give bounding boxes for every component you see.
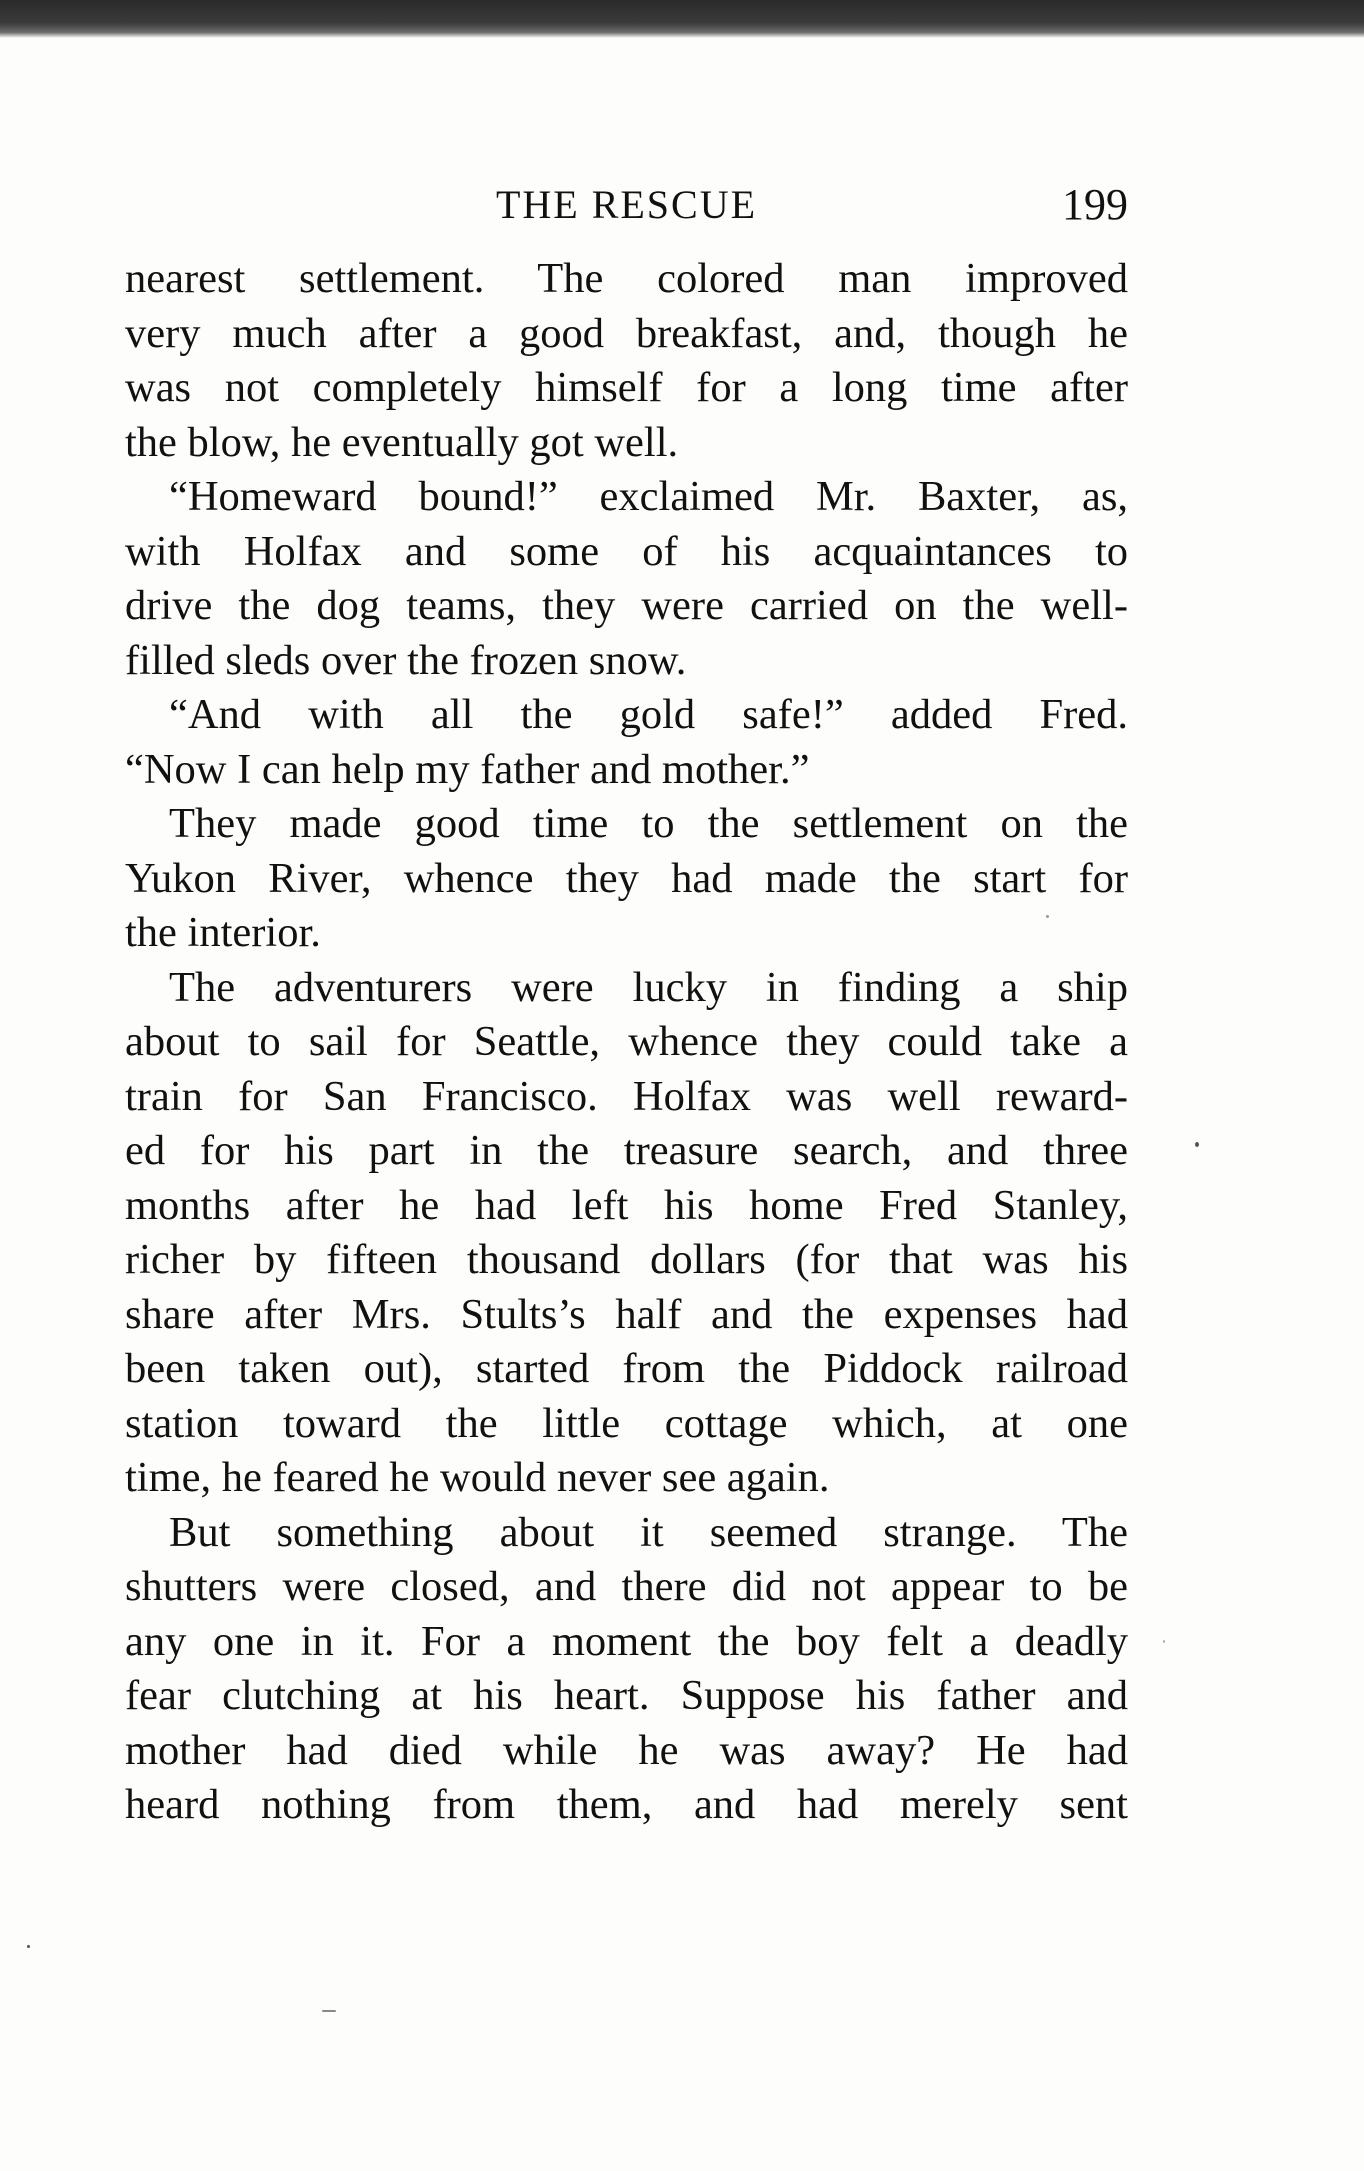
text-line: time, he feared he would never see again. <box>125 1454 830 1501</box>
scan-speck <box>1163 1640 1165 1643</box>
text-line: the interior. <box>125 909 321 956</box>
text-line: ed for his part in the treasure search, and three <box>125 1127 1128 1174</box>
text-line: train for San Francisco. Holfax was well reward- <box>125 1072 1128 1120</box>
text-line: been taken out), started from the Piddock railroad <box>125 1345 1128 1392</box>
text-line: “And with all the gold safe!” added Fred. <box>169 691 1128 738</box>
text-line: The adventurers were lucky in finding a ship <box>169 963 1128 1011</box>
text-line: with Holfax and some of his acquaintances to <box>125 527 1128 575</box>
text-line: any one in it. For a moment the boy felt a deadly <box>125 1617 1128 1665</box>
text-line: about to sail for Seattle, whence they could take a <box>125 1018 1128 1065</box>
text-line: They made good time to the settlement on the <box>169 800 1128 847</box>
text-line: “Homeward bound!” exclaimed Mr. Baxter, as, <box>169 473 1128 520</box>
scan-speck <box>322 2010 336 2012</box>
text-line: fear clutching at his heart. Suppose his father and <box>125 1672 1128 1719</box>
body-text <box>125 252 1128 1833</box>
page-number: 199 <box>1062 180 1128 229</box>
text-line: mother had died while he was away? He had <box>125 1726 1128 1774</box>
text-line: very much after a good breakfast, and, though he <box>125 309 1128 357</box>
text-line: was not completely himself for a long time after <box>125 364 1128 411</box>
text-line: heard nothing from them, and had merely sent <box>125 1781 1128 1828</box>
text-line: filled sleds over the frozen snow. <box>125 636 687 684</box>
scanned-top-edge <box>0 0 1364 38</box>
chapter-title: THE RESCUE <box>495 182 758 227</box>
running-head <box>125 175 1128 235</box>
text-line: richer by fifteen thousand dollars (for that was his <box>125 1236 1128 1283</box>
text-line: shutters were closed, and there did not appear to be <box>125 1563 1128 1610</box>
scan-speck <box>1046 915 1049 918</box>
text-line: drive the dog teams, they were carried on the well- <box>125 582 1128 629</box>
text-line: nearest settlement. The colored man improved <box>125 255 1128 302</box>
text-line: But something about it seemed strange. The <box>169 1508 1128 1556</box>
scan-speck <box>1195 1142 1199 1147</box>
scan-speck <box>27 1945 30 1948</box>
text-line: “Now I can help my father and mother.” <box>125 745 810 793</box>
text-line: station toward the little cottage which, at one <box>125 1399 1128 1447</box>
text-line: Yukon River, whence they had made the start for <box>125 854 1128 902</box>
text-line: share after Mrs. Stults’s half and the expenses had <box>125 1290 1128 1338</box>
text-line: months after he had left his home Fred Stanley, <box>125 1181 1128 1229</box>
text-line: the blow, he eventually got well. <box>125 418 679 466</box>
